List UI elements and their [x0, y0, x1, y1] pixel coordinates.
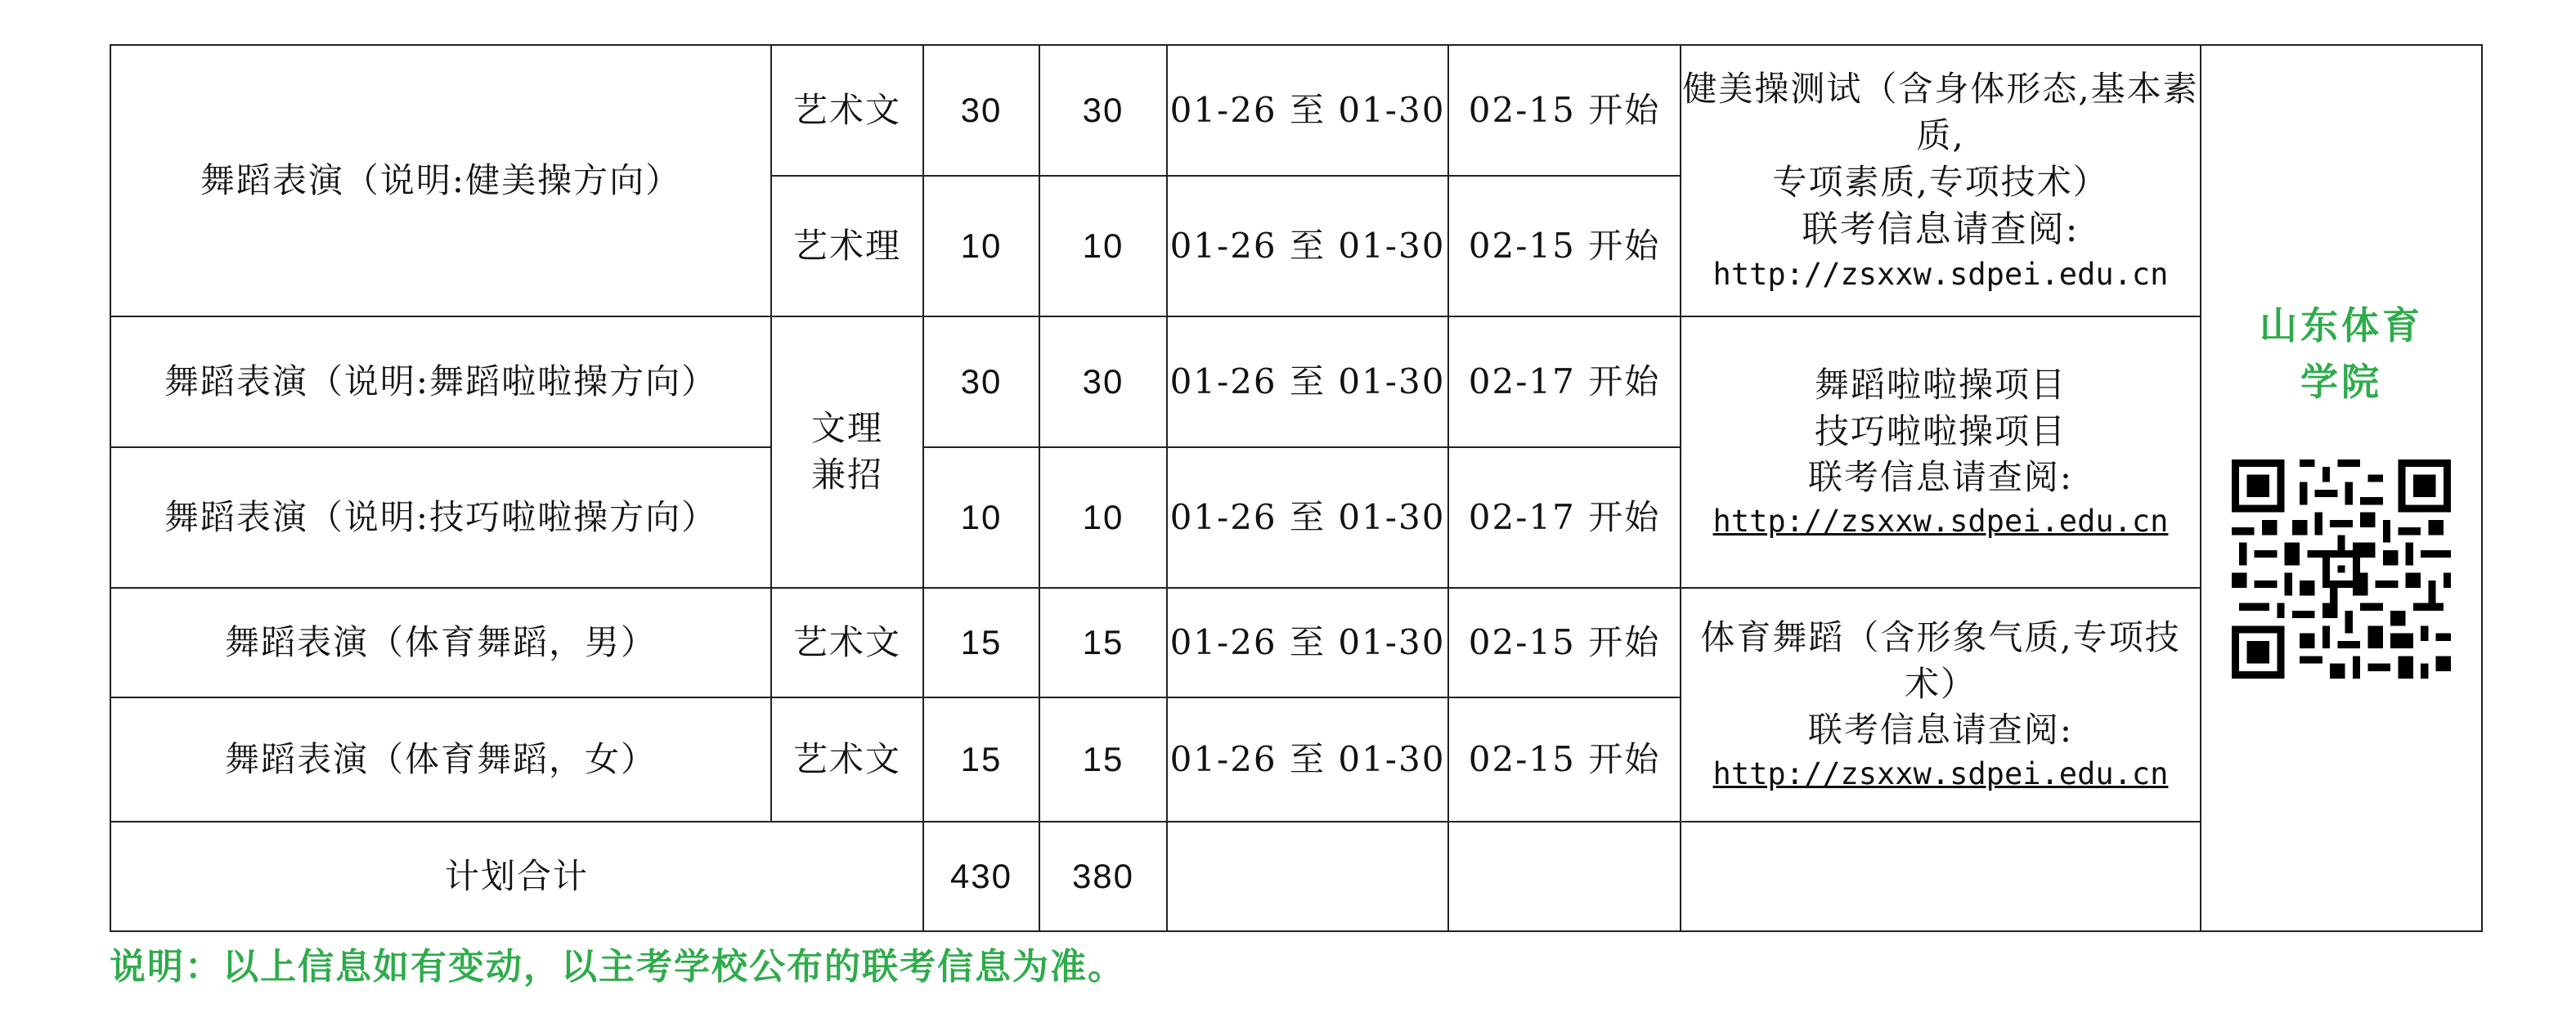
plan-count-cell: 10: [923, 447, 1039, 588]
category-cell: 艺术文: [771, 45, 923, 176]
exam-note-aerobics: [1681, 45, 2201, 316]
signup-date-cell: 01-26 至 01-30: [1167, 697, 1448, 822]
plan-count-cell: 15: [923, 697, 1039, 822]
plan-count-cell: 15: [1039, 697, 1167, 822]
note-line: 健美操测试（含身体形态,基本素质,: [1682, 69, 2199, 155]
major-cell: 舞蹈表演（说明:舞蹈啦啦操方向）: [110, 316, 771, 447]
note-line: 技巧啦啦操项目: [1814, 410, 2067, 451]
admissions-plan-table: [110, 44, 2483, 932]
empty-cell: [1167, 822, 1448, 931]
exam-date-cell: 02-17 开始: [1448, 316, 1681, 447]
school-name-line: 山东体育: [2260, 303, 2423, 347]
signup-date-cell: 01-26 至 01-30: [1167, 447, 1448, 588]
signup-date-cell: 01-26 至 01-30: [1167, 45, 1448, 176]
major-cell: 舞蹈表演（体育舞蹈，女）: [110, 697, 771, 822]
school-cell: [2201, 45, 2482, 931]
major-cell: 舞蹈表演（体育舞蹈，男）: [110, 588, 771, 697]
empty-cell: [1448, 822, 1681, 931]
plan-count-cell: 30: [923, 45, 1039, 176]
plan-count-cell: 15: [1039, 588, 1167, 697]
plan-count-cell: 30: [1039, 45, 1167, 176]
note-line: 联考信息请查阅:: [1807, 457, 2074, 498]
table-row: [110, 316, 2482, 447]
exam-note-cheerleading: [1681, 316, 2201, 588]
plan-count-cell: 30: [923, 316, 1039, 447]
category-cell: 艺术理: [771, 176, 923, 316]
exam-date-cell: 02-15 开始: [1448, 697, 1681, 822]
exam-date-cell: 02-15 开始: [1448, 45, 1681, 176]
empty-cell: [1681, 822, 2201, 931]
table-row: [110, 588, 2482, 697]
category-cell: 文理 兼招: [771, 316, 923, 588]
category-cell: 艺术文: [771, 697, 923, 822]
info-link[interactable]: http://zsxxw.sdpei.edu.cn: [1712, 256, 2169, 292]
plan-count-cell: 10: [1039, 176, 1167, 316]
total-row: [110, 822, 2482, 931]
note-line: 联考信息请查阅:: [1802, 208, 2080, 251]
signup-date-cell: 01-26 至 01-30: [1167, 176, 1448, 316]
exam-date-cell: 02-15 开始: [1448, 588, 1681, 697]
major-cell: 舞蹈表演（说明:技巧啦啦操方向）: [110, 447, 771, 588]
note-line: 联考信息请查阅:: [1807, 710, 2074, 751]
info-link[interactable]: http://zsxxw.sdpei.edu.cn: [1712, 504, 2169, 540]
qr-code-icon[interactable]: [2232, 459, 2451, 679]
plan-count-cell: 15: [923, 588, 1039, 697]
table-row: [110, 45, 2482, 176]
school-name: [2201, 298, 2481, 410]
note-line: 舞蹈啦啦操项目: [1814, 365, 2067, 405]
total-label: 计划合计: [110, 822, 923, 931]
exam-date-cell: 02-15 开始: [1448, 176, 1681, 316]
category-cell: 艺术文: [771, 588, 923, 697]
major-cell: 舞蹈表演（说明:健美操方向）: [110, 45, 771, 316]
exam-note-sport-dance: [1681, 588, 2201, 822]
footnote: 说明：以上信息如有变动，以主考学校公布的联考信息为准。: [110, 946, 1125, 988]
exam-date-cell: 02-17 开始: [1448, 447, 1681, 588]
signup-date-cell: 01-26 至 01-30: [1167, 588, 1448, 697]
total-plan-count: 430: [923, 822, 1039, 931]
plan-count-cell: 10: [1039, 447, 1167, 588]
note-line: 体育舞蹈（含形象气质,专项技: [1700, 617, 2181, 657]
note-line: 专项素质,专项技术）: [1772, 161, 2109, 202]
school-name-line: 学院: [2300, 360, 2382, 404]
plan-count-cell: 10: [923, 176, 1039, 316]
plan-count-cell: 30: [1039, 316, 1167, 447]
signup-date-cell: 01-26 至 01-30: [1167, 316, 1448, 447]
info-link[interactable]: http://zsxxw.sdpei.edu.cn: [1712, 756, 2169, 792]
total-plan-count: 380: [1039, 822, 1167, 931]
note-line: 术）: [1904, 663, 1977, 704]
